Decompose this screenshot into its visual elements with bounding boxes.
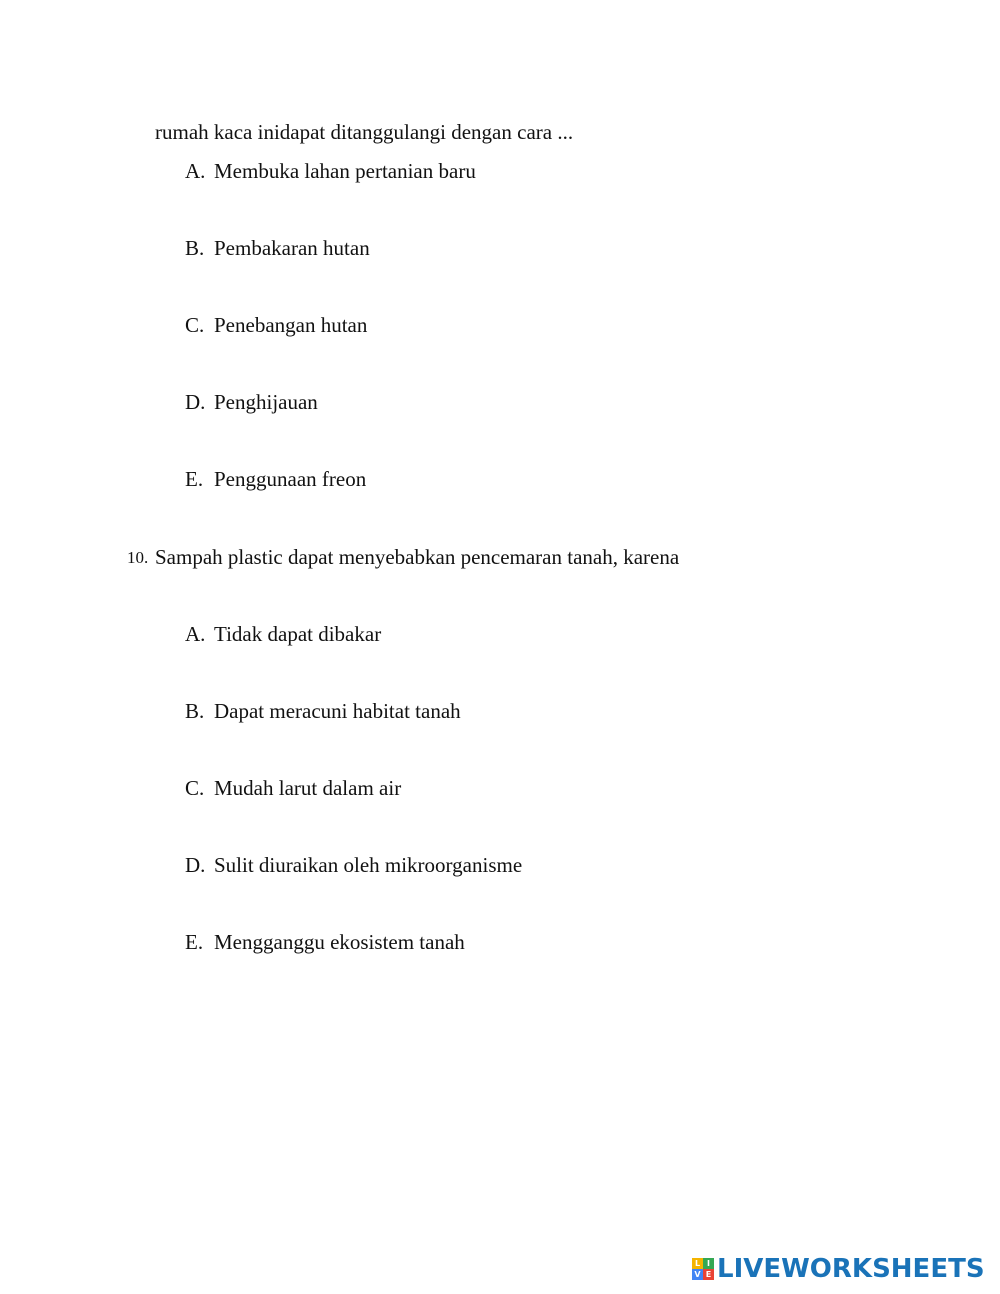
option-letter: C. [185,776,205,800]
option-letter: B. [185,236,205,260]
option-letter: D. [185,390,206,414]
liveworksheets-logo-text: LIVEWORKSHEETS [717,1254,985,1284]
q9-option-a[interactable] [185,159,476,183]
q9-option-e[interactable] [185,467,366,491]
option-text: Mengganggu ekosistem tanah [214,930,465,954]
option-text: Mudah larut dalam air [214,776,402,800]
option-letter: B. [185,699,205,723]
logo-cell-i: I [703,1258,714,1269]
option-text: Dapat meracuni habitat tanah [214,699,461,723]
question-10-text: Sampah plastic dapat menyebabkan pencemaran tanah, karena [155,545,680,569]
option-letter: A. [185,159,206,183]
option-letter: A. [185,622,206,646]
liveworksheets-logo-icon [692,1258,714,1280]
q10-option-b[interactable] [185,699,461,723]
option-text: Penebangan hutan [214,313,368,337]
option-text: Penggunaan freon [214,467,367,491]
option-text: Tidak dapat dibakar [214,622,382,646]
option-letter: E. [185,930,204,954]
logo-cell-v: V [692,1269,703,1280]
option-text: Membuka lahan pertanian baru [214,159,476,183]
q10-option-c[interactable] [185,776,401,800]
question-9-continuation: rumah kaca inidapat ditanggulangi dengan cara ... [155,120,574,144]
logo-cell-e: E [703,1269,714,1280]
liveworksheets-logo[interactable] [692,1254,985,1284]
option-letter: C. [185,313,205,337]
option-letter: D. [185,853,206,877]
q9-option-d[interactable] [185,390,318,414]
q10-option-e[interactable] [185,930,465,954]
q9-option-c[interactable] [185,313,367,337]
q10-option-d[interactable] [185,853,522,877]
q9-option-b[interactable] [185,236,370,260]
option-text: Penghijauan [214,390,318,414]
option-text: Sulit diuraikan oleh mikroorganisme [214,853,523,877]
option-text: Pembakaran hutan [214,236,370,260]
logo-cell-l: L [692,1258,703,1269]
question-10-number: 10. [127,548,149,567]
option-letter: E. [185,467,204,491]
q10-option-a[interactable] [185,622,381,646]
